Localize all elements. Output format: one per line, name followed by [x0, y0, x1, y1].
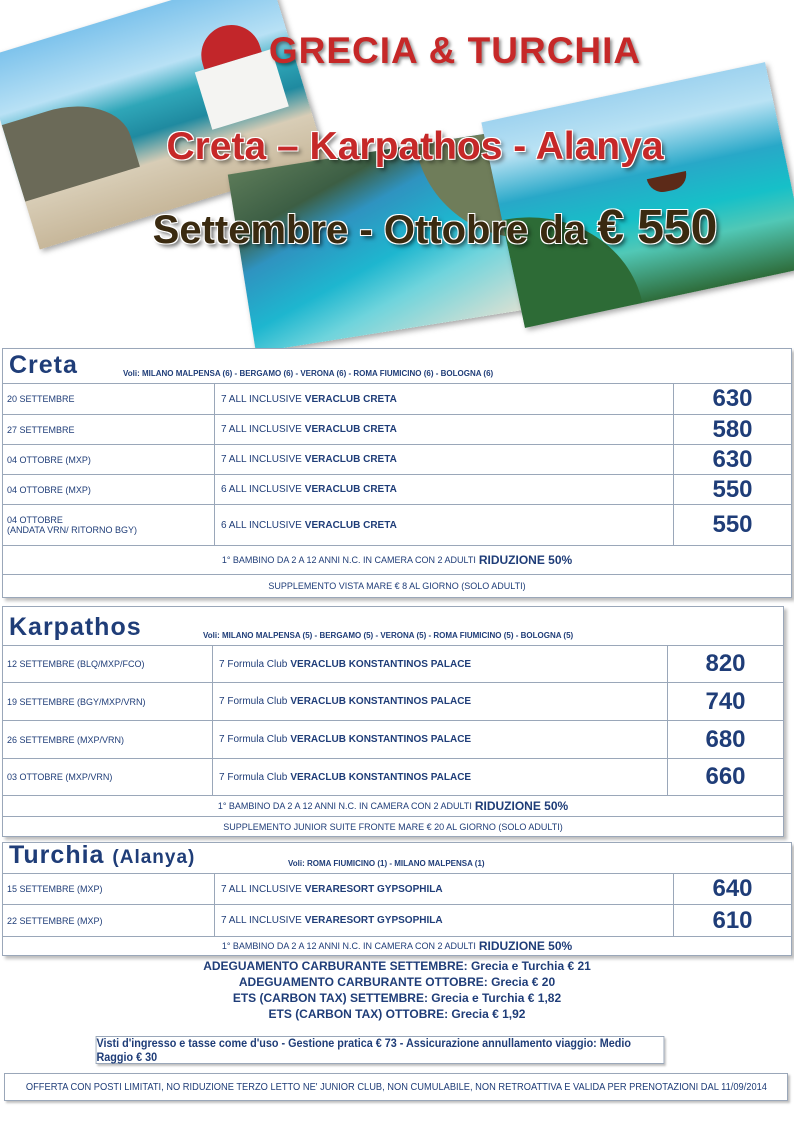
- fee-line: ETS (CARBON TAX) OTTOBRE: Grecia € 1,92: [268, 1007, 526, 1021]
- row-price: 550: [673, 505, 791, 545]
- table-row: [3, 445, 791, 475]
- row-offer: 7 Formula Club VERACLUB KONSTANTINOS PALACE: [212, 646, 671, 682]
- section-note: 1° BAMBINO DA 2 A 12 ANNI N.C. IN CAMERA CON 2 ADULTI RIDUZIONE 50%: [221, 939, 573, 953]
- period-prefix: Settembre - Ottobre da: [152, 208, 587, 252]
- fee-line: ETS (CARBON TAX) SETTEMBRE: Grecia e Turchia € 1,82: [232, 991, 562, 1005]
- row-date: 04 OTTOBRE (MXP): [7, 484, 91, 495]
- photo-alanya-boat-bay: [481, 62, 794, 328]
- period-title: [0, 200, 794, 255]
- row-price: 820: [667, 646, 783, 682]
- row-offer: 6 ALL INCLUSIVE VERACLUB CRETA: [214, 475, 676, 504]
- table-row: [3, 646, 783, 683]
- row-offer: 7 Formula Club VERACLUB KONSTANTINOS PALACE: [212, 683, 671, 720]
- row-price: 680: [667, 721, 783, 758]
- fee-line: ADEGUAMENTO CARBURANTE SETTEMBRE: Grecia e Turchia € 21: [203, 959, 591, 973]
- table-row: [3, 475, 791, 505]
- offer-conditions-box: OFFERTA CON POSTI LIMITATI, NO RIDUZIONE TERZO LETTO NE' JUNIOR CLUB, NON CUMULABILE, NON RETROATTIVA E VALIDA PER PRENOTAZIONI DAL 11/09/2014: [4, 1073, 788, 1101]
- fee-line: ADEGUAMENTO CARBURANTE OTTOBRE: Grecia € 20: [238, 975, 556, 989]
- section-note: 1° BAMBINO DA 2 A 12 ANNI N.C. IN CAMERA CON 2 ADULTI RIDUZIONE 50%: [3, 796, 783, 817]
- row-date: 12 SETTEMBRE (BLQ/MXP/FCO): [7, 659, 145, 669]
- row-price: 610: [673, 905, 791, 936]
- table-row: [3, 415, 791, 445]
- row-date: 04 OTTOBRE (MXP): [7, 454, 91, 465]
- row-date: 22 SETTEMBRE (MXP): [7, 915, 103, 926]
- row-date: 20 SETTEMBRE: [7, 394, 75, 404]
- row-price: 660: [667, 759, 783, 795]
- destinations-title: Creta – Karpathos - Alanya: [166, 125, 664, 168]
- row-offer: 7 Formula Club VERACLUB KONSTANTINOS PALACE: [212, 759, 671, 795]
- section-flights: Voli: MILANO MALPENSA (5) - BERGAMO (5) - VERONA (5) - ROMA FIUMICINO (5) - BOLOGNA (5): [203, 631, 574, 640]
- section-flights: Voli: ROMA FIUMICINO (1) - MILANO MALPENSA (1): [288, 859, 485, 868]
- table-row: [3, 721, 783, 759]
- row-offer: 7 ALL INCLUSIVE VERARESORT GYPSOPHILA: [214, 874, 676, 904]
- table-row: [3, 505, 791, 546]
- header-banner: [0, 0, 794, 340]
- row-offer: 7 ALL INCLUSIVE VERACLUB CRETA: [214, 445, 676, 474]
- section-creta: [2, 348, 792, 598]
- section-turchia: [2, 842, 792, 956]
- row-price: 630: [673, 445, 791, 474]
- section-flights: Voli: MILANO MALPENSA (6) - BERGAMO (6) - VERONA (6) - ROMA FIUMICINO (6) - BOLOGNA (6): [123, 369, 494, 378]
- row-offer: 7 ALL INCLUSIVE VERACLUB CRETA: [214, 415, 676, 444]
- section-note: SUPPLEMENTO JUNIOR SUITE FRONTE MARE € 20 AL GIORNO (SOLO ADULTI): [223, 821, 563, 832]
- row-date: 15 SETTEMBRE (MXP): [7, 884, 103, 894]
- row-date: 03 OTTOBRE (MXP/VRN): [7, 772, 113, 782]
- main-title: GRECIA & TURCHIA: [268, 30, 642, 71]
- row-offer: 7 ALL INCLUSIVE VERACLUB CRETA: [214, 384, 676, 414]
- section-karpathos: [2, 606, 784, 837]
- section-title: Turchia (Alanya): [9, 841, 196, 869]
- row-price: 630: [673, 384, 791, 414]
- row-date: 27 SETTEMBRE: [7, 424, 75, 435]
- visa-taxes-box: Visti d'ingresso e tasse come d'uso - Gestione pratica € 73 - Assicurazione annullamento viaggio: Medio Raggio € 30: [96, 1036, 665, 1064]
- row-price: 740: [667, 683, 783, 720]
- table-row: [3, 874, 791, 905]
- row-date: 04 OTTOBRE (ANDATA VRN/ RITORNO BGY): [7, 515, 138, 535]
- row-price: 550: [673, 475, 791, 504]
- section-title: Karpathos: [9, 613, 142, 641]
- section-header: [3, 607, 783, 646]
- row-offer: 7 Formula Club VERACLUB KONSTANTINOS PALACE: [212, 721, 671, 758]
- table-row: [3, 759, 783, 796]
- price-from: € 550: [597, 201, 718, 254]
- row-date: 19 SETTEMBRE (BGY/MXP/VRN): [7, 696, 146, 707]
- section-note: SUPPLEMENTO VISTA MARE € 8 AL GIORNO (SOLO ADULTI): [268, 581, 526, 591]
- table-row: [3, 683, 783, 721]
- row-price: 640: [673, 874, 791, 904]
- section-note: 1° BAMBINO DA 2 A 12 ANNI N.C. IN CAMERA CON 2 ADULTI RIDUZIONE 50%: [3, 546, 791, 575]
- table-row: [3, 384, 791, 415]
- row-date: 26 SETTEMBRE (MXP/VRN): [7, 734, 125, 745]
- row-price: 580: [673, 415, 791, 444]
- table-row: [3, 905, 791, 937]
- section-title: Creta: [9, 351, 78, 379]
- section-header: [3, 843, 791, 874]
- section-header: [3, 349, 791, 384]
- fuel-surcharge-block: [0, 958, 794, 1022]
- row-offer: 6 ALL INCLUSIVE VERACLUB CRETA: [214, 505, 676, 545]
- row-offer: 7 ALL INCLUSIVE VERARESORT GYPSOPHILA: [214, 905, 676, 936]
